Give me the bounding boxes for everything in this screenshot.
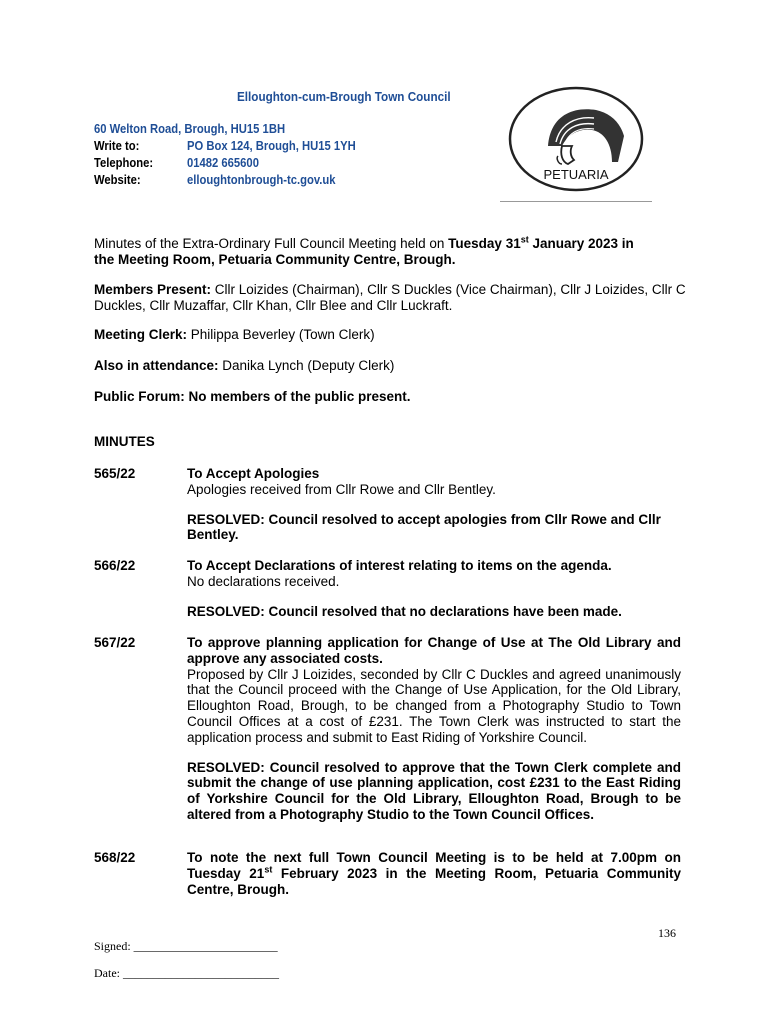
item-resolved: RESOLVED: Council resolved to accept apologies from Cllr Rowe and Cllr Bentley. — [187, 511, 661, 543]
members-present — [94, 282, 686, 314]
item-body: No declarations received. — [187, 573, 340, 589]
intro-text: Minutes of the Extra-Ordinary Full Council Meeting held on — [94, 236, 449, 251]
item-title-rest: February 2023 in the Meeting Room, Petuaria Community Centre, Brough. — [187, 865, 682, 897]
minutes-heading: MINUTES — [94, 434, 155, 449]
item-resolved: RESOLVED: Council resolved that no declarations have been made. — [187, 603, 622, 619]
meeting-intro — [94, 236, 694, 268]
attendance-text: Danika Lynch (Deputy Clerk) — [218, 358, 395, 373]
date-line: Date: __________________________ — [94, 966, 279, 980]
item-568 — [187, 850, 681, 897]
web-label: Website: — [94, 173, 141, 187]
item-566 — [187, 558, 681, 619]
also-attendance — [94, 358, 394, 374]
item-resolved: RESOLVED: Council resolved to approve that the Town Clerk complete and submit the change of use planning application, cost £231 to the East Riding of Yorkshire Council for the Old Library, Elloughton Road, Brough to be altered from a Photography Studio to the Town Council Offices. — [187, 759, 681, 822]
item-number: 567/22 — [94, 635, 136, 650]
phone-value: 01482 665600 — [187, 156, 259, 170]
item-number: 568/22 — [94, 850, 136, 865]
intro-date-sup: st — [520, 234, 529, 245]
item-body: Proposed by Cllr J Loizides, seconded by Cllr C Duckles and agreed unanimously that the Council proceed with the Change of Use Application, for the Old Library, Elloughton Road, Brough, to be changed from a Photography Studio to Town Council Offices at a cost of £231. The Town Clerk was instructed to start the application process and submit to East Riding of Yorkshire Council. — [187, 666, 681, 745]
attendance-label: Also in attendance: — [94, 358, 219, 373]
item-title: To Accept Declarations of interest relating to items on the agenda. — [187, 558, 612, 573]
intro-date: Tuesday 31 — [448, 236, 521, 251]
public-forum: Public Forum: No members of the public present. — [94, 389, 411, 404]
members-label: Members Present: — [94, 282, 212, 297]
write-value: PO Box 124, Brough, HU15 1YH — [187, 139, 356, 153]
item-567 — [187, 635, 681, 823]
members-text: Cllr Loizides (Chairman), Cllr S Duckles (Vice Chairman), Cllr J Loizides, Cllr C Duckles, Cllr Muzaffar, Cllr Khan, Cllr Blee and Cllr Luckraft. — [94, 282, 686, 313]
clerk-text: Philippa Beverley (Town Clerk) — [187, 327, 375, 342]
council-name: Elloughton-cum-Brough Town Council — [237, 89, 451, 104]
web-link[interactable]: elloughtonbrough-tc.gov.uk — [187, 173, 336, 187]
item-title: To approve planning application for Change of Use at The Old Library and approve any associated costs. — [187, 635, 681, 666]
item-565 — [187, 466, 681, 543]
logo-divider — [500, 201, 652, 202]
item-title: To note the next full Town Council Meeting is to be held at 7.00pm on Tuesday 21 — [187, 850, 681, 881]
phone-label: Telephone: — [94, 156, 154, 170]
logo-text: PETUARIA — [543, 167, 609, 182]
page-number: 136 — [658, 926, 676, 940]
signed-line: Signed: ________________________ — [94, 939, 278, 953]
petuaria-logo — [500, 84, 652, 202]
item-body: Apologies received from Cllr Rowe and Cllr Bentley. — [187, 481, 496, 497]
intro-date-rest: January 2023 in — [528, 236, 634, 251]
intro-venue: the Meeting Room, Petuaria Community Centre, Brough. — [94, 252, 456, 267]
meeting-clerk — [94, 327, 375, 343]
address: 60 Welton Road, Brough, HU15 1BH — [94, 122, 286, 136]
item-title: To Accept Apologies — [187, 466, 320, 481]
item-number: 565/22 — [94, 466, 136, 481]
item-number: 566/22 — [94, 558, 136, 573]
clerk-label: Meeting Clerk: — [94, 327, 188, 342]
item-title-sup: st — [264, 864, 273, 875]
write-label: Write to: — [94, 139, 140, 153]
